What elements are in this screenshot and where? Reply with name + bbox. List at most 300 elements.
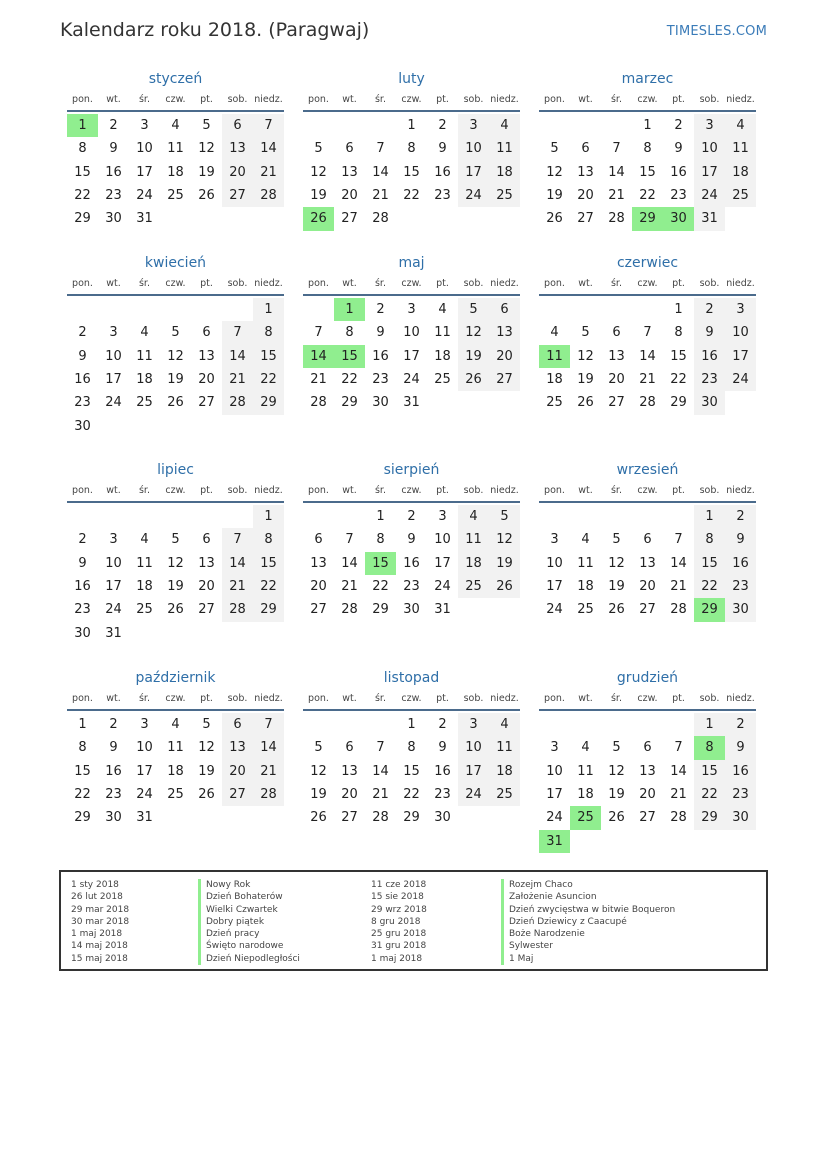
- weekday-label: śr.: [610, 278, 622, 289]
- day-cell: 26: [198, 187, 215, 203]
- holiday-day-cell: 29: [694, 598, 725, 621]
- day-cell: 10: [694, 137, 725, 160]
- day-cell: 29: [341, 395, 358, 411]
- day-cell: 26: [198, 786, 215, 802]
- day-cell: 2: [438, 118, 447, 133]
- day-cell: 19: [310, 786, 327, 802]
- day-cell: 7: [643, 325, 652, 341]
- day-cell: 4: [581, 532, 590, 548]
- empty-day-cell: [601, 713, 632, 736]
- day-cell: 21: [341, 578, 358, 594]
- day-cell: 5: [581, 325, 590, 341]
- day-cell: 30: [403, 602, 420, 618]
- weekday-label: pt.: [672, 693, 685, 704]
- empty-day-cell: [663, 713, 694, 736]
- day-cell: 18: [434, 348, 451, 364]
- day-cell: 27: [310, 602, 327, 618]
- month-block: [539, 255, 756, 415]
- day-cell: 5: [489, 505, 520, 528]
- day-cell: 21: [639, 371, 656, 387]
- legend-holiday-name: Nowy Rok: [198, 879, 300, 891]
- holiday-day-cell: 29: [632, 207, 663, 230]
- day-cell: 5: [612, 740, 621, 756]
- day-cell: 2: [109, 717, 118, 732]
- weekday-label: niedz.: [254, 485, 283, 496]
- day-cell: 2: [725, 713, 756, 736]
- weekday-label: niedz.: [726, 693, 755, 704]
- day-cell: 15: [253, 552, 284, 575]
- day-cell: 15: [694, 552, 725, 575]
- day-cell: 29: [253, 391, 284, 414]
- weekday-label: wt.: [578, 485, 593, 496]
- empty-day-cell: [601, 298, 632, 321]
- day-cell: 23: [725, 783, 756, 806]
- day-cell: 9: [694, 321, 725, 344]
- weekday-label: sob.: [699, 94, 720, 105]
- weekday-label: sob.: [463, 278, 484, 289]
- month-title: marzec: [621, 71, 674, 87]
- day-cell: 6: [643, 532, 652, 548]
- day-grid: [539, 505, 756, 622]
- day-cell: 17: [546, 578, 563, 594]
- empty-day-cell: [98, 298, 129, 321]
- month-block: [67, 255, 284, 438]
- legend-date: 29 wrz 2018: [371, 904, 427, 915]
- weekday-label: pon.: [72, 485, 93, 496]
- day-cell: 24: [136, 786, 153, 802]
- day-cell: 27: [639, 602, 656, 618]
- weekday-header: [539, 484, 756, 503]
- day-cell: 9: [674, 141, 683, 157]
- day-cell: 16: [694, 345, 725, 368]
- day-cell: 20: [310, 578, 327, 594]
- weekday-label: wt.: [578, 278, 593, 289]
- day-cell: 27: [608, 395, 625, 411]
- day-cell: 14: [222, 552, 253, 575]
- weekday-header: [539, 93, 756, 112]
- legend-holiday-name: Dzień zwycięstwa w bitwie Boqueron: [501, 904, 675, 916]
- day-cell: 18: [577, 578, 594, 594]
- day-grid: [303, 713, 520, 830]
- day-cell: 29: [670, 395, 687, 411]
- weekday-label: pt.: [200, 94, 213, 105]
- day-cell: 2: [438, 717, 447, 732]
- day-cell: 4: [140, 325, 149, 341]
- weekday-label: niedz.: [490, 278, 519, 289]
- weekday-label: sob.: [227, 485, 248, 496]
- legend-holiday-name: Boże Narodzenie: [501, 928, 675, 940]
- day-cell: 16: [74, 371, 91, 387]
- day-cell: 1: [694, 713, 725, 736]
- day-cell: 4: [140, 532, 149, 548]
- day-cell: 15: [694, 760, 725, 783]
- weekday-label: niedz.: [254, 94, 283, 105]
- day-cell: 9: [725, 528, 756, 551]
- day-cell: 24: [434, 578, 451, 594]
- day-cell: 23: [105, 187, 122, 203]
- legend-date: 15 maj 2018: [71, 953, 128, 964]
- day-cell: 25: [489, 783, 520, 806]
- day-cell: 19: [458, 345, 489, 368]
- weekday-header: [303, 484, 520, 503]
- empty-day-cell: [334, 114, 365, 137]
- day-cell: 20: [198, 578, 215, 594]
- day-cell: 5: [171, 325, 180, 341]
- weekday-label: śr.: [610, 693, 622, 704]
- weekday-label: śr.: [138, 693, 150, 704]
- legend-holiday-name: Dzień Niepodległości: [198, 953, 300, 965]
- day-cell: 12: [167, 555, 184, 571]
- day-cell: 26: [458, 368, 489, 391]
- weekday-label: sob.: [699, 485, 720, 496]
- day-cell: 22: [670, 371, 687, 387]
- day-cell: 28: [372, 810, 389, 826]
- day-cell: 7: [253, 713, 284, 736]
- day-cell: 6: [345, 141, 354, 157]
- day-cell: 21: [253, 760, 284, 783]
- day-cell: 11: [136, 555, 153, 571]
- empty-day-cell: [539, 114, 570, 137]
- day-cell: 22: [74, 187, 91, 203]
- day-cell: 26: [167, 395, 184, 411]
- weekday-label: pon.: [308, 485, 329, 496]
- day-cell: 24: [403, 371, 420, 387]
- weekday-label: sob.: [463, 485, 484, 496]
- day-cell: 25: [546, 395, 563, 411]
- day-cell: 8: [407, 740, 416, 756]
- weekday-header: [303, 277, 520, 296]
- weekday-label: niedz.: [254, 278, 283, 289]
- day-cell: 12: [198, 740, 215, 756]
- weekday-label: pon.: [72, 693, 93, 704]
- legend-holiday-name: Sylwester: [501, 940, 675, 952]
- day-cell: 18: [577, 786, 594, 802]
- holiday-day-cell: 1: [334, 298, 365, 321]
- weekday-label: sob.: [699, 278, 720, 289]
- legend-holiday-name: 1 Maj: [501, 953, 675, 965]
- day-cell: 18: [725, 161, 756, 184]
- day-cell: 11: [167, 740, 184, 756]
- weekday-label: pt.: [436, 278, 449, 289]
- day-cell: 8: [253, 321, 284, 344]
- day-cell: 8: [345, 325, 354, 341]
- day-cell: 20: [222, 161, 253, 184]
- empty-day-cell: [632, 298, 663, 321]
- weekday-label: wt.: [342, 94, 357, 105]
- weekday-label: śr.: [138, 94, 150, 105]
- day-cell: 28: [670, 602, 687, 618]
- legend-date: 14 maj 2018: [71, 941, 128, 952]
- day-cell: 10: [546, 555, 563, 571]
- legend-holiday-name: Rozejm Chaco: [501, 879, 675, 891]
- day-cell: 17: [136, 763, 153, 779]
- day-cell: 27: [341, 211, 358, 227]
- day-cell: 4: [581, 740, 590, 756]
- weekday-label: pon.: [544, 278, 565, 289]
- month-block: [67, 462, 284, 645]
- weekday-label: czw.: [637, 94, 658, 105]
- empty-day-cell: [129, 505, 160, 528]
- day-cell: 12: [608, 763, 625, 779]
- day-cell: 5: [314, 141, 323, 157]
- day-cell: 13: [639, 555, 656, 571]
- day-cell: 17: [725, 345, 756, 368]
- day-cell: 12: [198, 141, 215, 157]
- legend-dates-right: [371, 879, 427, 965]
- day-cell: 12: [310, 164, 327, 180]
- weekday-label: czw.: [637, 278, 658, 289]
- weekday-label: wt.: [106, 485, 121, 496]
- legend-holiday-name: Dobry piątek: [198, 916, 300, 928]
- day-cell: 22: [253, 368, 284, 391]
- day-cell: 28: [310, 395, 327, 411]
- day-cell: 19: [310, 187, 327, 203]
- legend-names-left: [198, 879, 300, 965]
- day-cell: 3: [438, 509, 447, 524]
- day-cell: 16: [670, 164, 687, 180]
- empty-day-cell: [663, 505, 694, 528]
- weekday-header: [303, 692, 520, 711]
- weekday-label: niedz.: [490, 693, 519, 704]
- month-block: [67, 670, 284, 830]
- legend-holiday-name: Dzień Dziewicy z Caacupé: [501, 916, 675, 928]
- empty-day-cell: [303, 114, 334, 137]
- day-cell: 24: [725, 368, 756, 391]
- day-cell: 17: [434, 555, 451, 571]
- day-cell: 2: [407, 509, 416, 524]
- day-cell: 15: [403, 763, 420, 779]
- day-cell: 21: [608, 187, 625, 203]
- day-cell: 21: [670, 786, 687, 802]
- weekday-label: pt.: [200, 278, 213, 289]
- weekday-label: śr.: [374, 278, 386, 289]
- day-cell: 19: [608, 786, 625, 802]
- empty-day-cell: [191, 505, 222, 528]
- day-cell: 14: [608, 164, 625, 180]
- legend-holiday-name: Dzień pracy: [198, 928, 300, 940]
- day-cell: 14: [253, 736, 284, 759]
- weekday-label: wt.: [342, 485, 357, 496]
- day-cell: 20: [608, 371, 625, 387]
- day-grid: [67, 114, 284, 231]
- day-grid: [539, 298, 756, 415]
- day-cell: 13: [341, 164, 358, 180]
- legend-holiday-name: Dzień Bohaterów: [198, 891, 300, 903]
- day-cell: 15: [670, 348, 687, 364]
- weekday-header: [539, 692, 756, 711]
- day-cell: 6: [612, 325, 621, 341]
- day-cell: 7: [345, 532, 354, 548]
- day-cell: 12: [608, 555, 625, 571]
- empty-day-cell: [539, 298, 570, 321]
- day-cell: 18: [489, 760, 520, 783]
- weekday-header: [539, 277, 756, 296]
- day-cell: 10: [434, 532, 451, 548]
- day-cell: 22: [372, 578, 389, 594]
- day-cell: 28: [670, 810, 687, 826]
- day-cell: 7: [314, 325, 323, 341]
- day-cell: 2: [109, 118, 118, 133]
- day-cell: 26: [489, 575, 520, 598]
- day-cell: 26: [546, 211, 563, 227]
- day-cell: 4: [171, 118, 180, 133]
- day-cell: 17: [458, 760, 489, 783]
- day-cell: 23: [74, 602, 91, 618]
- weekday-label: pon.: [544, 485, 565, 496]
- day-cell: 13: [608, 348, 625, 364]
- day-cell: 20: [341, 187, 358, 203]
- weekday-header: [67, 277, 284, 296]
- day-cell: 25: [167, 187, 184, 203]
- day-cell: 25: [577, 602, 594, 618]
- day-cell: 29: [403, 810, 420, 826]
- day-grid: [67, 505, 284, 645]
- day-cell: 22: [341, 371, 358, 387]
- day-cell: 25: [167, 786, 184, 802]
- weekday-label: pon.: [72, 278, 93, 289]
- day-cell: 17: [458, 161, 489, 184]
- day-cell: 23: [372, 371, 389, 387]
- day-cell: 24: [694, 184, 725, 207]
- day-cell: 23: [725, 575, 756, 598]
- weekday-label: sob.: [699, 693, 720, 704]
- empty-day-cell: [570, 505, 601, 528]
- legend-date: 31 gru 2018: [371, 941, 427, 952]
- day-cell: 27: [639, 810, 656, 826]
- empty-day-cell: [570, 114, 601, 137]
- day-cell: 24: [458, 184, 489, 207]
- weekday-header: [67, 692, 284, 711]
- day-cell: 27: [341, 810, 358, 826]
- holiday-day-cell: 15: [334, 345, 365, 368]
- weekday-label: niedz.: [726, 485, 755, 496]
- holiday-day-cell: 25: [570, 806, 601, 829]
- legend-date: 26 lut 2018: [71, 892, 123, 903]
- day-cell: 25: [136, 395, 153, 411]
- day-cell: 23: [403, 578, 420, 594]
- day-cell: 27: [577, 211, 594, 227]
- day-cell: 19: [167, 578, 184, 594]
- day-cell: 19: [198, 763, 215, 779]
- day-cell: 9: [109, 141, 118, 157]
- day-cell: 25: [489, 184, 520, 207]
- day-cell: 1: [407, 118, 416, 133]
- day-cell: 2: [725, 505, 756, 528]
- day-cell: 8: [407, 141, 416, 157]
- day-cell: 6: [222, 713, 253, 736]
- weekday-label: pt.: [200, 485, 213, 496]
- day-cell: 22: [694, 575, 725, 598]
- month-title: czerwiec: [616, 255, 679, 271]
- day-cell: 8: [643, 141, 652, 157]
- day-cell: 15: [74, 763, 91, 779]
- empty-day-cell: [365, 713, 396, 736]
- day-cell: 24: [546, 602, 563, 618]
- empty-day-cell: [365, 114, 396, 137]
- day-cell: 11: [136, 348, 153, 364]
- weekday-label: pt.: [672, 278, 685, 289]
- empty-day-cell: [632, 713, 663, 736]
- day-cell: 27: [222, 783, 253, 806]
- weekday-label: czw.: [165, 278, 186, 289]
- day-cell: 14: [670, 763, 687, 779]
- empty-day-cell: [222, 505, 253, 528]
- month-title: lipiec: [157, 462, 194, 478]
- day-cell: 18: [167, 763, 184, 779]
- day-cell: 16: [105, 763, 122, 779]
- day-cell: 20: [341, 786, 358, 802]
- day-cell: 10: [458, 736, 489, 759]
- day-cell: 25: [725, 184, 756, 207]
- day-cell: 26: [577, 395, 594, 411]
- weekday-label: pt.: [672, 94, 685, 105]
- weekday-label: pon.: [308, 693, 329, 704]
- day-cell: 15: [74, 164, 91, 180]
- day-cell: 17: [694, 161, 725, 184]
- day-cell: 13: [489, 321, 520, 344]
- day-cell: 10: [105, 348, 122, 364]
- month-block: [303, 670, 520, 830]
- legend-holiday-name: Święto narodowe: [198, 940, 300, 952]
- weekday-label: niedz.: [254, 693, 283, 704]
- day-cell: 5: [202, 118, 211, 133]
- weekday-label: śr.: [138, 485, 150, 496]
- weekday-label: czw.: [637, 485, 658, 496]
- day-cell: 22: [253, 575, 284, 598]
- day-cell: 9: [725, 736, 756, 759]
- legend-date: 1 maj 2018: [371, 953, 423, 964]
- empty-day-cell: [160, 298, 191, 321]
- day-cell: 24: [546, 810, 563, 826]
- legend-names-right: [501, 879, 675, 965]
- month-title: wrzesień: [616, 462, 679, 478]
- day-cell: 15: [639, 164, 656, 180]
- day-cell: 6: [202, 325, 211, 341]
- day-cell: 17: [136, 164, 153, 180]
- day-cell: 30: [372, 395, 389, 411]
- legend-holiday-name: Wielki Czwartek: [198, 904, 300, 916]
- weekday-label: pon.: [308, 278, 329, 289]
- day-cell: 12: [167, 348, 184, 364]
- day-cell: 26: [167, 602, 184, 618]
- empty-day-cell: [570, 713, 601, 736]
- day-cell: 11: [577, 555, 594, 571]
- month-title: kwiecień: [144, 255, 207, 271]
- day-cell: 30: [725, 806, 756, 829]
- day-cell: 14: [372, 763, 389, 779]
- empty-day-cell: [303, 713, 334, 736]
- day-cell: 11: [434, 325, 451, 341]
- day-cell: 3: [550, 532, 559, 548]
- day-cell: 3: [458, 114, 489, 137]
- day-cell: 31: [694, 207, 725, 230]
- legend-date: 29 mar 2018: [71, 904, 130, 915]
- day-cell: 9: [376, 325, 385, 341]
- brand-link[interactable]: TIMESLES.COM: [666, 24, 767, 39]
- day-cell: 5: [550, 141, 559, 157]
- day-cell: 13: [577, 164, 594, 180]
- day-cell: 11: [489, 736, 520, 759]
- day-cell: 1: [694, 505, 725, 528]
- day-cell: 13: [198, 348, 215, 364]
- day-cell: 29: [253, 598, 284, 621]
- holiday-day-cell: 1: [67, 114, 98, 137]
- holiday-day-cell: 30: [663, 207, 694, 230]
- weekday-label: niedz.: [726, 94, 755, 105]
- day-cell: 9: [438, 740, 447, 756]
- day-cell: 7: [222, 528, 253, 551]
- day-cell: 17: [546, 786, 563, 802]
